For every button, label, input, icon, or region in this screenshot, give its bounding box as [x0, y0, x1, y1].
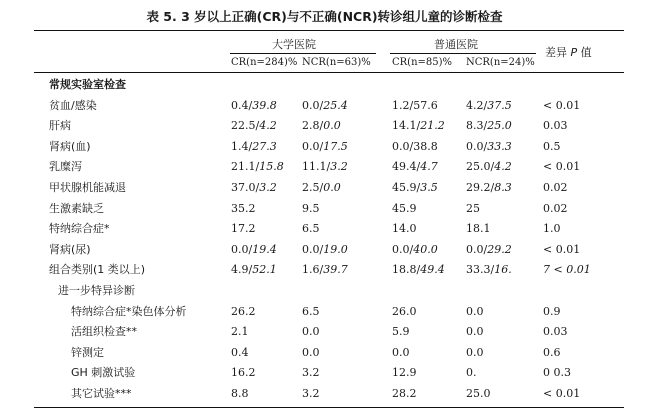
value-cell [302, 384, 320, 404]
value-cell [231, 116, 277, 136]
value-italic: 39.8 [252, 98, 277, 112]
value-cell [392, 302, 417, 322]
value-cell [302, 363, 320, 383]
value-cell [231, 384, 249, 404]
table-row [0, 384, 649, 404]
value-italic: 0.0 [323, 119, 341, 133]
value-cell [392, 96, 438, 116]
value-main: 17.2 [231, 222, 256, 236]
header-difference-p [545, 44, 592, 60]
value-main: 26.2 [231, 304, 256, 318]
table-row [0, 260, 649, 280]
value-cell [392, 178, 438, 198]
value-italic: 25.0 [487, 119, 512, 133]
p-value: 0.6 [543, 345, 561, 359]
value-cell [466, 240, 512, 260]
value-cell [302, 322, 320, 342]
value-main: 1.2/57.6 [392, 98, 438, 112]
value-main: 5.9 [392, 325, 410, 339]
value-main: 0.0 [466, 304, 484, 318]
value-cell [392, 322, 410, 342]
value-cell [466, 260, 512, 280]
col-header-cr-university: CR(n=284)% [231, 57, 298, 68]
value-main: 0.0/ [466, 139, 488, 153]
value-main: 22.5/ [231, 119, 260, 133]
value-main: 18.1 [466, 222, 491, 236]
value-main: 11.1/ [302, 160, 331, 174]
value-cell [392, 137, 438, 157]
value-cell [231, 157, 284, 177]
value-italic: 37.5 [487, 98, 512, 112]
p-value: < 0.01 [543, 387, 581, 400]
value-main: 9.5 [302, 201, 320, 215]
value-italic: 49.4 [420, 263, 445, 277]
col-header-cr-general: CR(n=85)% [392, 57, 453, 68]
p-value: 0.03 [543, 119, 568, 133]
value-cell [231, 219, 256, 239]
value-main: 3.2 [302, 387, 320, 400]
p-value: 0.02 [543, 181, 568, 194]
row-label: 锌测定 [71, 345, 104, 359]
value-italic: 3.2 [259, 181, 277, 194]
row-label: 肾病(血) [49, 139, 91, 153]
p-value: < 0.01 [543, 160, 581, 174]
bottom-rule [34, 407, 624, 408]
table-row [0, 157, 649, 177]
value-cell [302, 157, 348, 177]
value-main: 0. [466, 366, 477, 380]
value-main: 37.0/ [231, 181, 260, 194]
value-cell [231, 260, 277, 280]
value-main: 33.3/ [466, 263, 495, 277]
value-italic: 25.4 [323, 98, 348, 112]
value-cell [302, 302, 320, 322]
table-row [0, 75, 649, 95]
col-header-ncr-university: NCR(n=63)% [302, 57, 371, 68]
row-label: 组合类别(1 类以上) [49, 263, 146, 277]
row-label: 乳糜泻 [49, 160, 82, 174]
top-rule [34, 30, 624, 31]
value-cell [466, 302, 484, 322]
row-label: GH 刺激试验 [71, 366, 136, 380]
value-main: 8.8 [231, 387, 249, 400]
value-cell [392, 157, 438, 177]
row-label: 生激素缺乏 [49, 201, 104, 215]
value-main: 25.0 [466, 387, 491, 400]
table-title: 表 5. 3 岁以上正确(CR)与不正确(NCR)转诊组儿童的诊断检查 [146, 9, 503, 24]
p-value: 0.03 [543, 325, 568, 339]
table-row [0, 137, 649, 157]
value-cell [466, 219, 491, 239]
value-cell [466, 116, 512, 136]
value-main: 1.4/ [231, 139, 253, 153]
header-university-hospital: 大学医院 [272, 38, 316, 51]
value-italic: 4.2 [494, 160, 512, 174]
value-cell [392, 260, 445, 280]
value-italic: 39.7 [323, 263, 348, 277]
value-italic: 4.2 [259, 119, 277, 133]
table-row [0, 96, 649, 116]
value-main: 4.2/ [466, 98, 488, 112]
p-value: < 0.01 [543, 98, 581, 112]
value-cell [231, 322, 249, 342]
row-label: 特纳综合症* [49, 222, 110, 236]
value-italic: 21.2 [420, 119, 445, 133]
value-cell [392, 240, 438, 260]
value-italic: 3.5 [420, 181, 438, 194]
value-main: 8.3/ [466, 119, 488, 133]
university-subheader-rule [230, 53, 376, 54]
value-main: 26.0 [392, 304, 417, 318]
value-italic: 33.3 [487, 139, 512, 153]
row-label: 肝病 [49, 119, 71, 133]
value-main: 0.0 [392, 345, 410, 359]
value-main: 14.1/ [392, 119, 421, 133]
value-main: 0.0 [466, 345, 484, 359]
header-rule [34, 72, 624, 73]
value-cell [466, 343, 484, 363]
table-row [0, 322, 649, 342]
value-cell [302, 116, 341, 136]
value-main: 0.0/ [231, 242, 253, 256]
value-main: 25.0/ [466, 160, 495, 174]
value-main: 6.5 [302, 304, 320, 318]
p-value: 0.02 [543, 201, 568, 215]
value-main: 35.2 [231, 201, 256, 215]
p-value: 0.9 [543, 304, 561, 318]
value-cell [466, 137, 512, 157]
value-cell [302, 260, 348, 280]
row-label: 肾病(尿) [49, 242, 91, 256]
header-p-symbol: P [570, 46, 578, 59]
value-main: 3.2 [302, 366, 320, 380]
value-cell [231, 178, 277, 198]
value-main: 0.4/ [231, 98, 253, 112]
value-main: 0.0 [302, 325, 320, 339]
table-row [0, 302, 649, 322]
value-cell [392, 363, 417, 383]
value-cell [392, 343, 410, 363]
value-italic: 0.0 [323, 181, 341, 194]
value-cell [466, 384, 491, 404]
value-main: 49.4/ [392, 160, 421, 174]
value-main: 0.0/ [466, 242, 488, 256]
value-cell [231, 199, 256, 219]
value-main: 28.2 [392, 387, 417, 400]
value-cell [231, 137, 277, 157]
value-main: 16.2 [231, 366, 256, 380]
value-cell [466, 157, 512, 177]
table-row [0, 199, 649, 219]
header-difference-prefix: 差异 [545, 46, 571, 59]
value-main: 18.8/ [392, 263, 421, 277]
value-main: 45.9/ [392, 181, 421, 194]
p-value: 7 < 0.01 [543, 263, 591, 277]
value-main: 2.1 [231, 325, 249, 339]
row-label: 常规实验室检查 [49, 78, 126, 91]
table-row [0, 178, 649, 198]
value-main: 6.5 [302, 222, 320, 236]
value-cell [466, 199, 480, 219]
row-label: 进一步特异诊断 [58, 284, 135, 297]
value-cell [231, 363, 256, 383]
value-cell [466, 178, 512, 198]
row-label: 活组织检查** [71, 325, 137, 339]
value-main: 4.9/ [231, 263, 253, 277]
value-cell [392, 116, 445, 136]
value-italic: 19.0 [323, 242, 348, 256]
value-main: 0.0 [466, 325, 484, 339]
table-row [0, 219, 649, 239]
value-main: 45.9 [392, 201, 417, 215]
value-main: 2.5/ [302, 181, 324, 194]
value-main: 14.0 [392, 222, 417, 236]
value-main: 0.0 [302, 345, 320, 359]
value-italic: 27.3 [252, 139, 277, 153]
value-main: 0.0/38.8 [392, 139, 438, 153]
header-difference-suffix: 值 [577, 46, 592, 59]
value-cell [302, 199, 320, 219]
row-label: 特纳综合症*染色体分析 [71, 304, 187, 318]
value-italic: 15.8 [259, 160, 284, 174]
value-cell [231, 343, 249, 363]
value-cell [392, 384, 417, 404]
table-row [0, 281, 649, 301]
p-value: 0 0.3 [543, 366, 571, 380]
value-main: 0.0/ [302, 242, 324, 256]
table-row [0, 240, 649, 260]
value-cell [392, 199, 417, 219]
table-row [0, 116, 649, 136]
value-main: 0.0/ [392, 242, 414, 256]
value-main: 2.8/ [302, 119, 324, 133]
p-value: 1.0 [543, 222, 561, 236]
p-value: 0.5 [543, 139, 561, 153]
table-row [0, 343, 649, 363]
value-italic: 17.5 [323, 139, 348, 153]
value-cell [302, 137, 348, 157]
row-label: 其它试验*** [71, 387, 132, 400]
value-main: 0.0/ [302, 98, 324, 112]
value-main: 21.1/ [231, 160, 260, 174]
value-cell [302, 96, 348, 116]
row-label: 贫血/感染 [49, 98, 97, 112]
value-cell [302, 240, 348, 260]
value-italic: 52.1 [252, 263, 277, 277]
value-italic: 16. [494, 263, 512, 277]
value-italic: 29.2 [487, 242, 512, 256]
table-row [0, 363, 649, 383]
value-main: 29.2/ [466, 181, 495, 194]
header-general-hospital: 普通医院 [434, 38, 478, 51]
value-cell [231, 240, 277, 260]
value-cell [302, 343, 320, 363]
value-cell [466, 322, 484, 342]
value-main: 1.6/ [302, 263, 324, 277]
value-italic: 8.3 [494, 181, 512, 194]
value-cell [302, 219, 320, 239]
value-italic: 4.7 [420, 160, 438, 174]
value-cell [231, 96, 277, 116]
value-cell [466, 96, 512, 116]
value-cell [302, 178, 341, 198]
value-italic: 19.4 [252, 242, 277, 256]
value-main: 12.9 [392, 366, 417, 380]
value-main: 0.0/ [302, 139, 324, 153]
value-main: 25 [466, 201, 480, 215]
value-italic: 40.0 [413, 242, 438, 256]
value-main: 0.4 [231, 345, 249, 359]
value-cell [466, 363, 477, 383]
value-italic: 3.2 [330, 160, 348, 174]
row-label: 甲状腺机能减退 [49, 181, 126, 194]
general-subheader-rule [390, 53, 536, 54]
col-header-ncr-general: NCR(n=24)% [466, 57, 535, 68]
value-cell [231, 302, 256, 322]
p-value: < 0.01 [543, 242, 581, 256]
value-cell [392, 219, 417, 239]
